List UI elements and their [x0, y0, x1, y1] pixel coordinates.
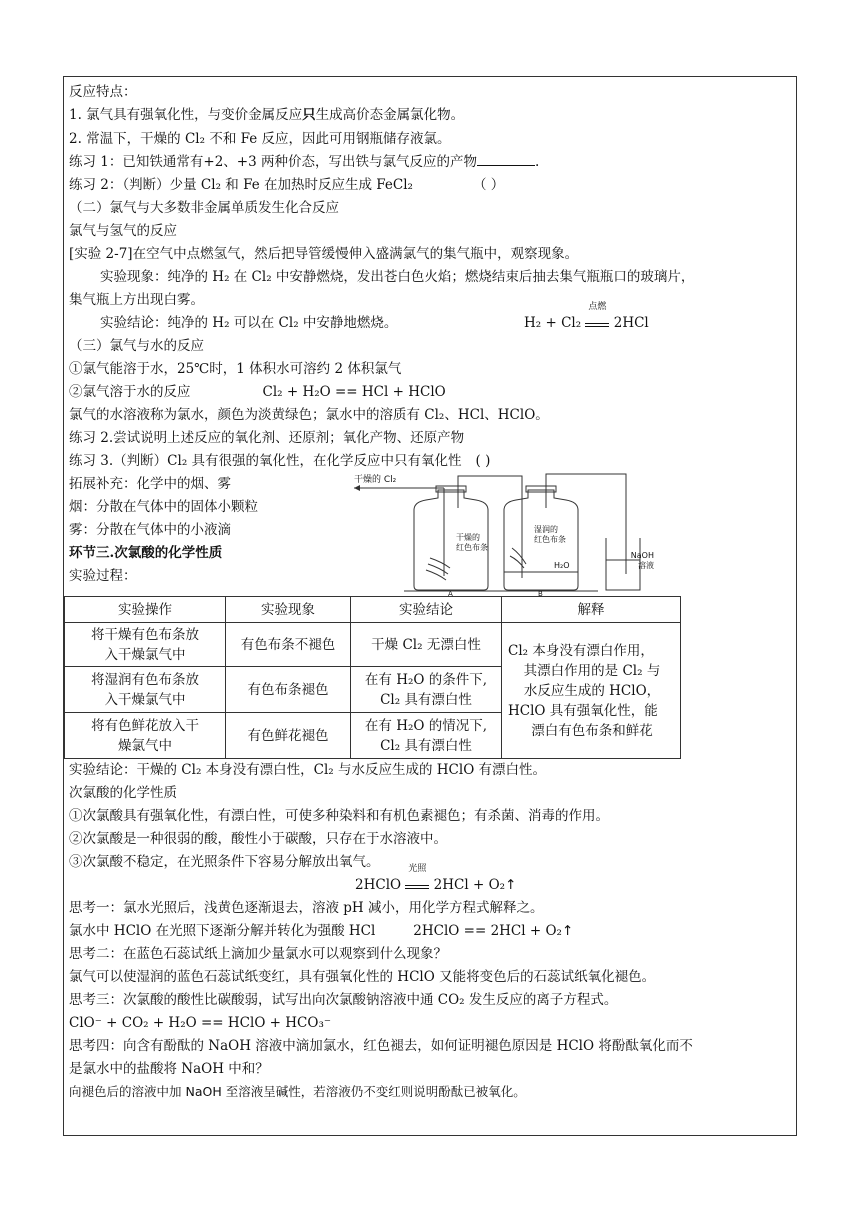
table-cell: 有色布条不褪色: [226, 623, 351, 667]
text-line: ①次氯酸具有强氧化性，有漂白性，可使多种染料和有机色素褪色；有杀菌、消毒的作用。: [69, 808, 609, 824]
svg-text:NaOH: NaOH: [630, 551, 654, 560]
text-line: 实验结论：纯净的 H₂ 可以在 Cl₂ 中安静地燃烧。: [100, 315, 398, 331]
text-line: 次氯酸的化学性质: [69, 785, 177, 801]
exercise-1: 练习 1：已知铁通常有+2、+3 两种价态，写出铁与氯气反应的产物 .: [69, 154, 540, 170]
svg-text:红色布条: 红色布条: [456, 543, 488, 552]
svg-text:湿润的: 湿润的: [534, 525, 558, 534]
table-cell: 将有色鲜花放入干 燥氯气中: [65, 713, 226, 759]
section-heading: 环节三.次氯酸的化学性质: [69, 545, 223, 561]
table-cell-explain: Cl₂ 本身没有漂白作用， 其漂白作用的是 Cl₂ 与 水反应生成的 HClO， HClO 具有强氧化性，能 漂白有色布条和鲜花: [502, 623, 681, 759]
text-line: 集气瓶上方出现白雾。: [69, 292, 204, 308]
equation: 2HClO == 2HCl + O₂: [413, 923, 562, 939]
text-line: 1. 氯气具有强氧化性，与变价金属反应只生成高价态金属氯化物。: [69, 107, 465, 123]
question-4-cont: 是氯水中的盐酸将 NaOH 中和？: [69, 1061, 269, 1077]
answer-2: 氯气可以使湿润的蓝色石蕊试纸变红，具有强氧化性的 HClO 又能将变色后的石蕊试纸氧化褪色。: [69, 969, 656, 985]
stopper-a: [436, 486, 466, 492]
table-header: 解释: [502, 597, 681, 623]
question-1: 思考一：氯水光照后，浅黄色逐渐退去，溶液 pH 减小，用化学方程式解释之。: [69, 900, 544, 916]
answer-paren[interactable]: ( ): [475, 453, 491, 469]
question-3: 思考三：次氯酸的酸性比碳酸弱，试写出向次氯酸钠溶液中通 CO₂ 发生反应的离子方程式。: [69, 992, 618, 1008]
text-line: 实验结论：干燥的 Cl₂ 本身没有漂白性，Cl₂ 与水反应生成的 HClO 有漂白性。: [69, 762, 547, 778]
equation: 2HClO 光照 2HCl + O₂↑: [355, 864, 517, 893]
svg-text:溶液: 溶液: [638, 561, 654, 570]
section-heading: （三）氯气与水的反应: [69, 338, 204, 354]
table-cell: 干燥 Cl₂ 无漂白性: [351, 623, 502, 667]
dry-cloth-strip: [426, 558, 450, 580]
table-cell: 在有 H₂O 的情况下, Cl₂ 具有漂白性: [351, 713, 502, 759]
svg-text:红色布条: 红色布条: [534, 535, 566, 544]
table-header: 实验结论: [351, 597, 502, 623]
text-line: ②次氯酸是一种很弱的酸，酸性小于碳酸，只存在于水溶液中。: [69, 831, 447, 847]
table-row: [65, 623, 681, 667]
arrow-icon: [354, 485, 360, 491]
equation: H₂ + Cl₂ 点燃 2HCl: [524, 302, 649, 331]
text-line: 练习 2.尝试说明上述反应的氧化剂、还原剂；氧化产物、还原产物: [69, 430, 465, 446]
condition-label: 光照: [408, 864, 427, 874]
text-line: 拓展补充：化学中的烟、雾: [69, 476, 231, 492]
wet-cloth-strip: [510, 548, 526, 568]
text-line: [实验 2-7]在空气中点燃氢气，然后把导管缓慢伸入盛满氯气的集气瓶中，观察现象。: [69, 246, 579, 262]
text-line: 2. 常温下，干燥的 Cl₂ 不和 Fe 反应，因此可用钢瓶储存液氯。: [69, 131, 451, 147]
table-header-row: [65, 597, 681, 623]
question-2: 思考二：在蓝色石蕊试纸上滴加少量氯水可以观察到什么现象？: [69, 946, 447, 962]
beaker: [606, 538, 640, 590]
exercise-2: 练习 2：（判断）少量 Cl₂ 和 Fe 在加热时反应生成 FeCl₂ （ ）: [69, 177, 505, 193]
table-cell: 将湿润有色布条放 入干燥氯气中: [65, 667, 226, 713]
apparatus-diagram: [348, 468, 654, 596]
text-line: ①氯气能溶于水，25℃时，1 体积水可溶约 2 体积氯气: [69, 361, 402, 377]
table-cell: 有色布条褪色: [226, 667, 351, 713]
table-header: 实验操作: [65, 597, 226, 623]
answer-3: ClO⁻ + CO₂ + H₂O == HClO + HCO₃⁻: [69, 1015, 331, 1031]
question-4: 思考四：向含有酚酞的 NaOH 溶液中滴加氯水，红色褪去，如何证明褪色原因是 HClO 将酚酞氧化而不: [69, 1038, 693, 1054]
text-line: 实验过程：: [69, 568, 137, 584]
text-line: 雾：分散在气体中的小液滴: [69, 522, 231, 538]
equation: Cl₂ + H₂O == HCl + HClO: [262, 384, 446, 400]
table-cell: 在有 H₂O 的条件下, Cl₂ 具有漂白性: [351, 667, 502, 713]
condition-label: 点燃: [588, 302, 607, 312]
text-line: ②氯气溶于水的反应 Cl₂ + H₂O == HCl + HClO: [69, 384, 446, 400]
text-line: 反应特点：: [69, 84, 137, 100]
text-line: ③次氯酸不稳定，在光照条件下容易分解放出氧气。: [69, 854, 380, 870]
text-line: 氯气与氢气的反应: [69, 223, 177, 239]
svg-text:B: B: [538, 590, 543, 596]
experiment-table: [64, 596, 681, 759]
up-arrow-icon: ↑: [561, 923, 574, 939]
label-dry-cl2: 干燥的 Cl₂: [354, 475, 397, 485]
table-cell: 有色鲜花褪色: [226, 713, 351, 759]
table-cell: 将干燥有色布条放 入干燥氯气中: [65, 623, 226, 667]
svg-text:A: A: [448, 590, 453, 596]
text-line: 实验现象：纯净的 H₂ 在 Cl₂ 中安静燃烧，发出苍白色火焰；燃烧结束后抽去集气瓶瓶口的玻璃片，: [100, 269, 695, 285]
answer-blank[interactable]: [477, 153, 535, 166]
table-header: 实验现象: [226, 597, 351, 623]
section-heading: （二）氯气与大多数非金属单质发生化合反应: [69, 200, 339, 216]
svg-text:干燥的: 干燥的: [456, 533, 480, 542]
text-line: 烟：分散在气体中的固体小颗粒: [69, 499, 258, 515]
answer-1: 氯水中 HClO 在光照下逐渐分解并转化为强酸 HCl 2HClO == 2HCl + O₂↑: [69, 923, 574, 939]
up-arrow-icon: ↑: [505, 877, 517, 893]
answer-4: 向褪色后的溶液中加 NaOH 至溶液呈碱性，若溶液仍不变红则说明酚酞已被氧化。: [69, 1084, 526, 1099]
stopper-b: [526, 486, 556, 492]
svg-text:H₂O: H₂O: [554, 561, 570, 570]
text-line: 氯气的水溶液称为氯水，颜色为淡黄绿色；氯水中的溶质有 Cl₂、HCl、HClO。: [69, 407, 549, 423]
exercise-3: 练习 3.（判断）Cl₂ 具有很强的氧化性，在化学反应中只有氧化性 ( ): [69, 453, 491, 469]
answer-paren[interactable]: （ ）: [472, 177, 505, 193]
